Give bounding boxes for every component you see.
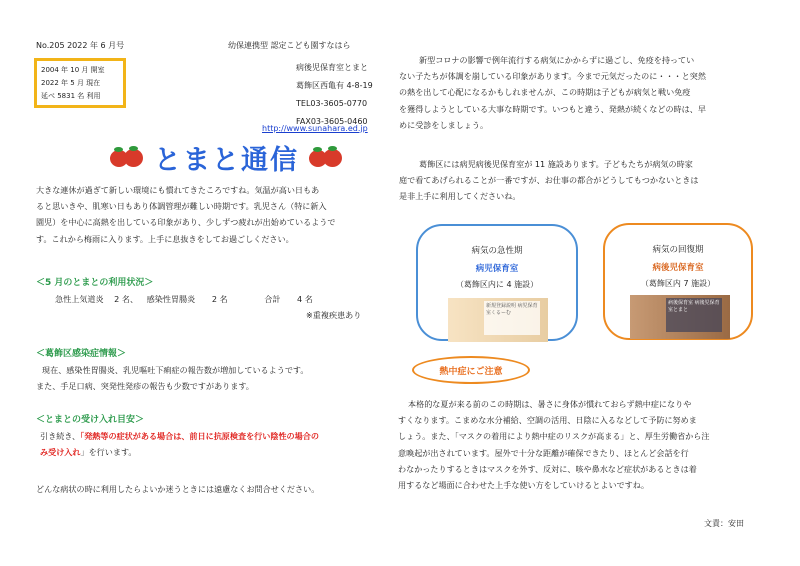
heatstroke-label: 熱中症にご注意: [439, 366, 503, 377]
photo-sign: 新規登録説明 病児保育室くるーむ: [484, 301, 540, 335]
text-line: [40, 428, 319, 444]
usage-total: 4 名: [297, 294, 313, 304]
acceptance-heading: ＜とまとの受け入れ目安＞: [36, 415, 145, 425]
alert-text: み受け入れ: [40, 447, 81, 458]
stats-total-users: 延べ 5831 名 利用: [41, 92, 101, 100]
usage-count: 2 名、: [114, 294, 139, 304]
tomato-icon: [110, 145, 144, 171]
newsletter-title: とまと通信: [154, 145, 299, 176]
stats-box: [34, 58, 126, 108]
recovery-care-card: [603, 223, 753, 340]
facility-fax: FAX03-3605-0460: [296, 117, 368, 126]
infection-paragraph: [36, 362, 308, 394]
card-facility-count: （葛飾区内 7 施設）: [640, 279, 716, 288]
text-line: しょう。また、「マスクの着用により熱中症のリスクが高まる」と、厚生労働省から注: [398, 431, 710, 442]
usage-summary: [55, 294, 313, 305]
text-line: ない子たちが体調を崩している印象があります。今まで元気だったのに・・・と突然: [399, 71, 706, 82]
text-line: ると思いきや、肌寒い日もあり体調管理が難しい時期です。乳児さん（特に新入: [36, 201, 327, 212]
stats-opened: 2004 年 10 月 開室: [41, 66, 105, 74]
text-line: めに受診をしましょう。: [399, 119, 489, 130]
facility-address: 葛飾区西亀有 4-8-19: [296, 81, 373, 90]
issue-number: No.205 2022 年 6 月号: [36, 41, 125, 50]
facility-info: [296, 59, 373, 131]
text-line: 新型コロナの影響で例年流行する病気にかからずに過ごし、免疫を持ってい: [419, 55, 695, 65]
facility-photo: [448, 298, 548, 342]
infection-heading: ＜葛飾区感染症情報＞: [36, 349, 127, 359]
card-title: 病気の急性期: [471, 246, 523, 256]
text-line: 葛飾区には病児病後児保育室が 11 施設あります。子どもたちが病気の時家: [419, 159, 693, 169]
text-line: 庭で看てあげられることが一番ですが、お仕事の都合がどうしてもつかないときは: [399, 175, 699, 186]
text-line: [40, 444, 319, 460]
text-line: 現在、感染性胃腸炎、乳児嘔吐下痢症の報告数が増加しているようです。: [42, 365, 309, 375]
text-line: 用するなど場面に合わせた上手な使い方をしていけるとよいですね。: [398, 480, 649, 491]
photo-sign: 病後保育室 病後児保育室とまと: [666, 298, 722, 332]
usage-item: 急性上気道炎: [55, 294, 104, 304]
usage-heading: ＜5 月のとまとの利用状況＞: [36, 278, 154, 288]
acceptance-paragraph: [40, 428, 319, 460]
alert-text: 「発熱等の症状がある場合は、前日に抗原検査を行い陰性の場合の: [80, 431, 319, 441]
sick-child-care-card: [416, 224, 578, 341]
text-line: の熱を出して心配になるかもしれませんが、この時期は子どもが病気と戦い免疫: [399, 87, 691, 98]
heatstroke-paragraph: [398, 396, 709, 493]
intro-paragraph: [36, 182, 335, 247]
text-line: 是非上手に利用してくださいね。: [399, 191, 521, 202]
covid-paragraph: [399, 52, 706, 133]
usage-note: ※重複疾患あり: [306, 310, 362, 320]
text-span: 引き続き、: [40, 431, 81, 441]
publication-name: 幼保連携型 認定こども園すなはら: [228, 41, 351, 50]
tomato-icon: [309, 145, 343, 171]
text-line: 園児）を中心に高熱を出している印象があり、少しずつ疲れが出始めているようで: [36, 217, 336, 228]
usage-count: 2 名: [211, 294, 228, 304]
text-line: を獲得しようとしている大事な時期です。いつもと違う、発熱が続くなどの時は、早: [399, 103, 706, 114]
facilities-paragraph: [399, 156, 699, 205]
facility-name: 病後児保育室とまと: [296, 63, 368, 72]
usage-total-label: 合計: [264, 294, 281, 304]
closing-text: どんな病状の時に利用したらよいか迷うときには遠慮なくお問合せください。: [36, 484, 320, 494]
heatstroke-heading: [412, 356, 530, 384]
text-span: 」を行います。: [80, 447, 137, 458]
facility-photo: [630, 295, 730, 339]
card-subtitle: 病後児保育室: [652, 263, 704, 273]
text-line: わなかったりするときはマスクを外す、反対に、咳や鼻水など症状があるときは着: [398, 463, 697, 474]
text-line: また、手足口病、突発性発疹の報告も少数ですがあります。: [36, 381, 254, 392]
stats-as-of: 2022 年 5 月 現在: [41, 79, 101, 87]
card-subtitle: 病児保育室: [475, 264, 519, 274]
author-credit: 文責：安田: [704, 519, 744, 528]
card-title: 病気の回復期: [652, 245, 704, 255]
usage-item: 感染性胃腸炎: [146, 294, 196, 304]
text-line: 本格的な夏が来る前のこの時期は、暑さに身体が慣れておらず熱中症になりや: [408, 399, 692, 409]
card-facility-count: （葛飾区内に 4 施設）: [455, 280, 539, 289]
facility-tel: TEL03-3605-0770: [296, 99, 368, 108]
masthead: [110, 138, 343, 177]
text-line: す。これから梅雨に入ります。上手に息抜きをしてお過ごしください。: [36, 233, 294, 244]
text-line: 大きな連休が過ぎて新しい環境にも慣れてきたころですね。気温が高い日もあ: [36, 185, 320, 195]
text-line: 意喚起が出されています。屋外で十分な距離が確保できたり、ほとんど会話を行: [398, 447, 689, 458]
website-link[interactable]: http://www.sunahara.ed.jp: [262, 124, 368, 133]
text-line: すくなります。こまめな水分補給、空調の活用、日陰に入るなどして予防に努めま: [398, 415, 697, 426]
